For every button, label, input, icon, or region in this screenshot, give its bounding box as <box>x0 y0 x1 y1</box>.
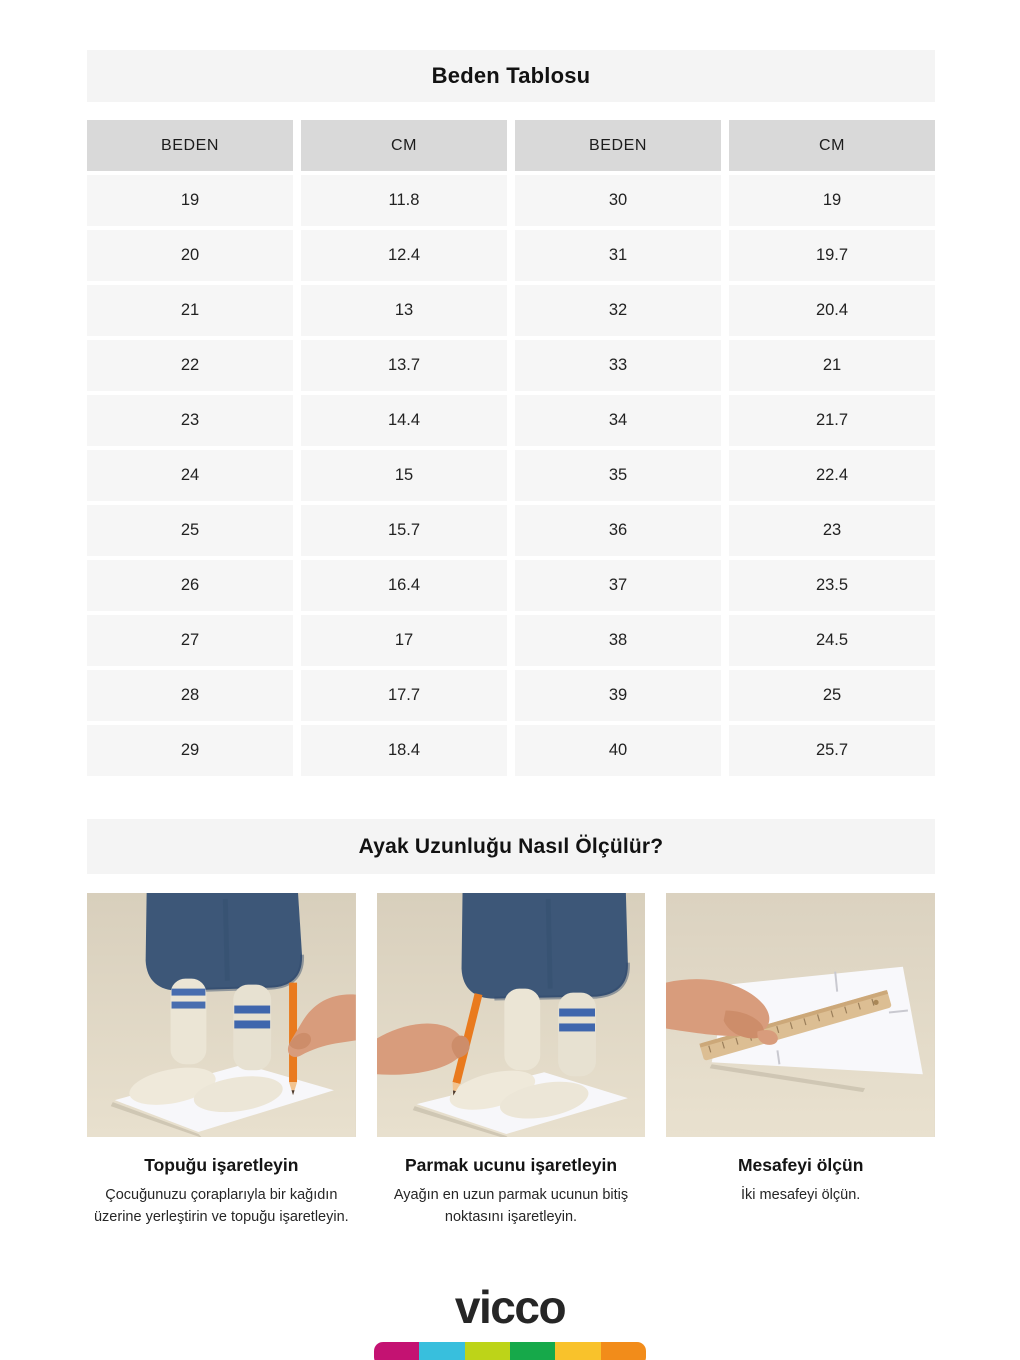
step-description: İki mesafeyi ölçün. <box>741 1187 861 1203</box>
size-table-cell: 20.4 <box>729 285 935 336</box>
size-table-cell: 30 <box>515 175 721 226</box>
size-table-cell: 25 <box>87 505 293 556</box>
size-table-cell: 22 <box>87 340 293 391</box>
measure-section-title: Ayak Uzunluğu Nasıl Ölçülür? <box>358 834 664 858</box>
size-table-cell: 37 <box>515 560 721 611</box>
size-table-cell: 16.4 <box>301 560 507 611</box>
size-table-cell: 17 <box>301 615 507 666</box>
size-table-cell: 34 <box>515 395 721 446</box>
size-table-cell: 25.7 <box>729 725 935 776</box>
size-table-cell: 21 <box>729 340 935 391</box>
size-table-cell: 19 <box>729 175 935 226</box>
measure-section-title-band <box>87 819 935 874</box>
size-table-header-cell: CM <box>301 120 507 171</box>
size-table <box>87 120 935 776</box>
size-table-header-cell: CM <box>729 120 935 171</box>
brand-color-segment <box>465 1342 510 1360</box>
step-mark-heel <box>87 893 356 1229</box>
brand-color-segment <box>510 1342 555 1360</box>
step-title: Parmak ucunu işaretleyin <box>404 1155 618 1175</box>
measure-steps <box>87 893 935 1229</box>
brand-colorbar <box>374 1342 646 1360</box>
size-table-cell: 13.7 <box>301 340 507 391</box>
size-table-cell: 24 <box>87 450 293 501</box>
size-table-cell: 12.4 <box>301 230 507 281</box>
step-mark-toe <box>377 893 646 1229</box>
size-table-cell: 26 <box>87 560 293 611</box>
brand-color-segment <box>419 1342 464 1360</box>
size-table-title: Beden Tablosu <box>431 63 591 88</box>
size-table-cell: 33 <box>515 340 721 391</box>
size-table-cell: 22.4 <box>729 450 935 501</box>
size-table-cell: 28 <box>87 670 293 721</box>
size-table-cell: 40 <box>515 725 721 776</box>
size-table-title-band <box>87 50 935 102</box>
size-table-cell: 39 <box>515 670 721 721</box>
brand-color-segment <box>374 1342 419 1360</box>
measure-distance-photo <box>666 893 935 1137</box>
size-table-cell: 27 <box>87 615 293 666</box>
size-table-cell: 11.8 <box>301 175 507 226</box>
brand-color-segment <box>555 1342 600 1360</box>
size-table-cell: 21 <box>87 285 293 336</box>
step-description: Çocuğunuzu çoraplarıyla bir kağıdın üzerine yerleştirin ve topuğu işaretleyin. <box>93 1187 349 1225</box>
size-table-cell: 19.7 <box>729 230 935 281</box>
size-table-cell: 24.5 <box>729 615 935 666</box>
size-table-header-cell: BEDEN <box>87 120 293 171</box>
mark-toe-photo <box>377 893 646 1137</box>
size-table-header-cell: BEDEN <box>515 120 721 171</box>
size-table-cell: 15 <box>301 450 507 501</box>
size-table-cell: 13 <box>301 285 507 336</box>
size-table-cell: 17.7 <box>301 670 507 721</box>
size-table-cell: 32 <box>515 285 721 336</box>
size-table-cell: 21.7 <box>729 395 935 446</box>
mark-heel-photo <box>87 893 356 1137</box>
size-table-cell: 20 <box>87 230 293 281</box>
step-measure-distance <box>666 893 935 1229</box>
step-title: Mesafeyi ölçün <box>737 1155 864 1175</box>
size-table-cell: 36 <box>515 505 721 556</box>
size-table-cell: 31 <box>515 230 721 281</box>
size-table-cell: 19 <box>87 175 293 226</box>
size-table-cell: 25 <box>729 670 935 721</box>
size-table-cell: 23.5 <box>729 560 935 611</box>
size-table-cell: 14.4 <box>301 395 507 446</box>
size-table-cell: 38 <box>515 615 721 666</box>
size-table-cell: 29 <box>87 725 293 776</box>
brand-color-segment <box>601 1342 646 1360</box>
size-table-cell: 35 <box>515 450 721 501</box>
brand-logo: vicco <box>454 1281 566 1333</box>
size-table-cell: 18.4 <box>301 725 507 776</box>
size-table-cell: 15.7 <box>301 505 507 556</box>
step-description: Ayağın en uzun parmak ucunun bitiş noktasını işaretleyin. <box>393 1187 629 1225</box>
size-table-cell: 23 <box>87 395 293 446</box>
step-title: Topuğu işaretleyin <box>144 1155 299 1175</box>
size-table-cell: 23 <box>729 505 935 556</box>
